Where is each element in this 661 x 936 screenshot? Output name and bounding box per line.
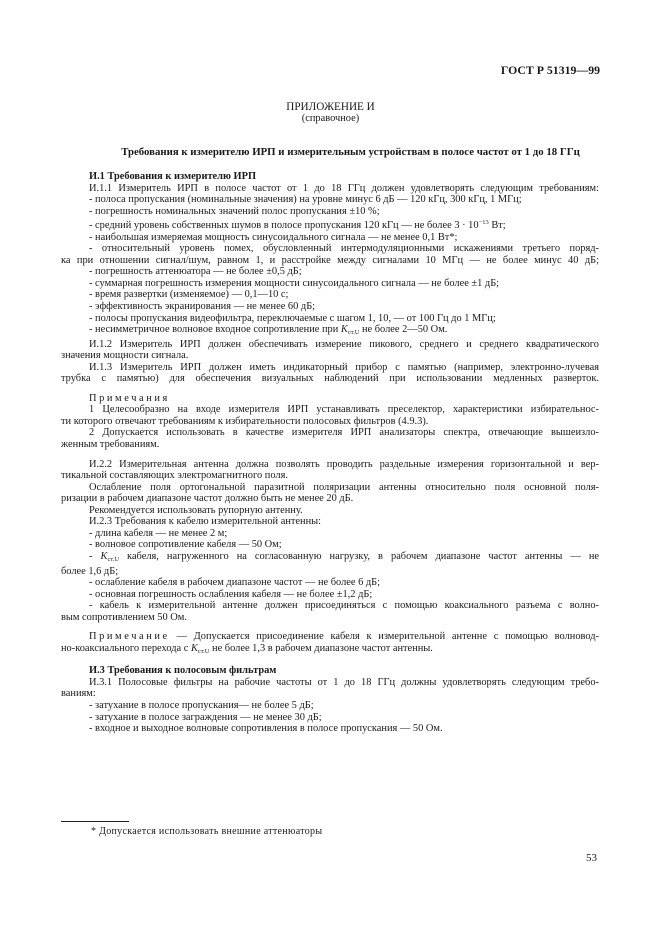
paragraph-line: Рекомендуется использовать рупорную антенну. <box>89 504 303 516</box>
note-line: женным требованиям. <box>61 439 160 451</box>
note-text: но-коаксиального перехода с <box>61 642 191 654</box>
standard-designation: ГОСТ Р 51319—99 <box>500 63 600 77</box>
paragraph-line: значения мощности сигнала. <box>61 350 189 362</box>
list-item-text: - средний уровень собственных шумов в полосе пропускания 120 кГц — не более 3 · 10 <box>89 220 479 232</box>
list-item: - погрешность аттенюатора — не более ±0,5 дБ; <box>89 266 302 278</box>
vswr-symbol: K <box>100 550 108 562</box>
list-item <box>61 551 599 566</box>
paragraph-line: Ослабление поля ортогональной паразитной поляризации антенны относительно поля основной поля- <box>89 481 599 493</box>
paragraph-line: И.1.1 Измеритель ИРП в полосе частот от 1 до 18 ГГц должен удовлетворять следующим требованиям: <box>89 182 599 194</box>
vswr-symbol: K <box>190 642 198 654</box>
list-item: - наибольшая измеряемая мощность синусоидального сигнала — не менее 0,1 Вт*; <box>89 231 458 243</box>
list-item: - полоса пропускания (номинальные значения) на уровне минус 6 дБ — 120 кГц, 300 кГц, 1 МГц; <box>89 194 522 206</box>
note-text: не более 1,3 в рабочем диапазоне частот антенны. <box>209 642 433 654</box>
notes-heading: Примечания <box>89 392 170 404</box>
list-item-text: Вт; <box>488 220 506 232</box>
list-item-text: не более 2—50 Ом. <box>359 324 448 336</box>
list-item <box>61 324 599 339</box>
note-line <box>61 631 599 643</box>
list-item-continuation: ка при отношении сигнал/шум, равном 1, и расстройке между сигналами 10 МГц — не более минус 40 дБ; <box>61 254 599 266</box>
list-item: - кабель к измерительной антенне должен присоединяться с помощью коаксиального разъема с волно- <box>89 600 599 612</box>
paragraph-line: ваниям: <box>61 688 96 700</box>
paragraph-line: И.1.3 Измеритель ИРП должен иметь индикаторный прибор с памятью (например, электронно-лучевая <box>89 361 599 373</box>
footnote: * Допускается использовать внешние аттенюаторы <box>91 826 323 837</box>
paragraph-line: И.3.1 Полосовые фильтры на рабочие частоты от 1 до 18 ГГц должны удовлетворять следующим требо- <box>89 676 599 688</box>
list-item: - время развертки (изменяемое) — 0,1—10 с; <box>89 289 289 301</box>
list-item-text: - <box>89 550 101 562</box>
page-number: 53 <box>586 852 597 864</box>
list-item: - эффективность экранирования — не менее 60 дБ; <box>89 301 316 313</box>
vswr-subscript: ст.U <box>107 555 120 563</box>
paragraph-line: тикальной составляющих электромагнитного поля. <box>61 470 288 482</box>
section-heading: И.1 Требования к измерителю ИРП <box>89 171 257 182</box>
note-text: — Допускается присоединение кабеля к измерительной антенне с помощью волновод- <box>169 631 599 643</box>
list-item: - полосы пропускания видеофильтра, переключаемые с шагом 1, 10, — от 100 Гц до 1 МГц; <box>89 312 496 324</box>
list-item: - погрешность номинальных значений полос пропускания ±10 %; <box>89 205 380 217</box>
list-item-text: кабеля, нагруженного на согласованную нагрузку, в рабочем диапазоне частот антенны — не <box>119 550 599 562</box>
list-item: - волновое сопротивление кабеля — 50 Ом; <box>89 539 282 551</box>
section-heading: И.3 Требования к полосовым фильтрам <box>89 665 277 677</box>
paragraph-line: трубка с памятью) для обеспечения визуальных наблюдений при использовании медленных разверток. <box>61 373 599 385</box>
paragraph-line: ризации в рабочем диапазоне частот должно быть не менее 20 дБ. <box>61 493 354 505</box>
vswr-subscript: ст.U <box>347 329 360 337</box>
list-item-text: - несимметричное волновое входное сопротивление при <box>89 324 341 336</box>
list-item: - ослабление кабеля в рабочем диапазоне частот — не более 6 дБ; <box>89 577 381 589</box>
list-item: - затухание в полосе пропускания— не более 5 дБ; <box>89 699 314 711</box>
paragraph-line: И.2.2 Измерительная антенна должна позволять проводить раздельные измерения горизонтальной и вер- <box>89 458 599 470</box>
list-item-continuation: более 1,6 дБ; <box>61 565 119 577</box>
list-item-continuation: вым сопротивлением 50 Ом. <box>61 611 187 623</box>
list-item: - основная погрешность ослабления кабеля — не более ±1,2 дБ; <box>89 588 373 600</box>
note-line <box>61 643 599 658</box>
list-item <box>61 217 599 232</box>
appendix-title: ПРИЛОЖЕНИЕ И <box>286 101 375 113</box>
appendix-note: (справочное) <box>301 113 360 124</box>
note-label: Примечание <box>89 631 170 643</box>
list-item: - входное и выходное волновые сопротивления в полосе пропускания — 50 Ом. <box>89 723 443 735</box>
list-item: - затухание в полосе заграждения — не менее 30 дБ; <box>89 711 322 723</box>
appendix-heading <box>0 101 661 125</box>
paragraph-line: И.2.3 Требования к кабелю измерительной антенны: <box>89 516 322 528</box>
list-item: - длина кабеля — не менее 2 м; <box>89 527 228 539</box>
exponent: −13 <box>478 219 489 227</box>
note-line: 2 Допускается использовать в качестве измерителя ИРП анализаторы спектра, отвечающие вышеизло- <box>89 427 599 439</box>
note-line: 1 Целесообразно на входе измерителя ИРП устанавливать преселектор, характеристики избирательнос- <box>89 404 599 416</box>
footnote-divider <box>61 821 129 822</box>
vswr-subscript: ст.U <box>197 647 210 655</box>
note-line: ти которого отвечают требованиям к избирательности полосовых фильтров (4.9.3). <box>61 415 429 427</box>
vswr-symbol: K <box>340 324 348 336</box>
list-item: - относительный уровень помех, обусловленный интермодуляционными искажениями третьего поряд- <box>89 243 599 255</box>
document-body <box>61 171 599 735</box>
list-item: - суммарная погрешность измерения мощности синусоидального сигнала — не более ±1 дБ; <box>89 277 500 289</box>
document-title: Требования к измерителю ИРП и измерительным устройствам в полосе частот от 1 до 18 ГГц <box>121 146 580 158</box>
paragraph-line: И.1.2 Измеритель ИРП должен обеспечивать измерение пикового, среднего и среднего квадратического <box>89 338 599 350</box>
